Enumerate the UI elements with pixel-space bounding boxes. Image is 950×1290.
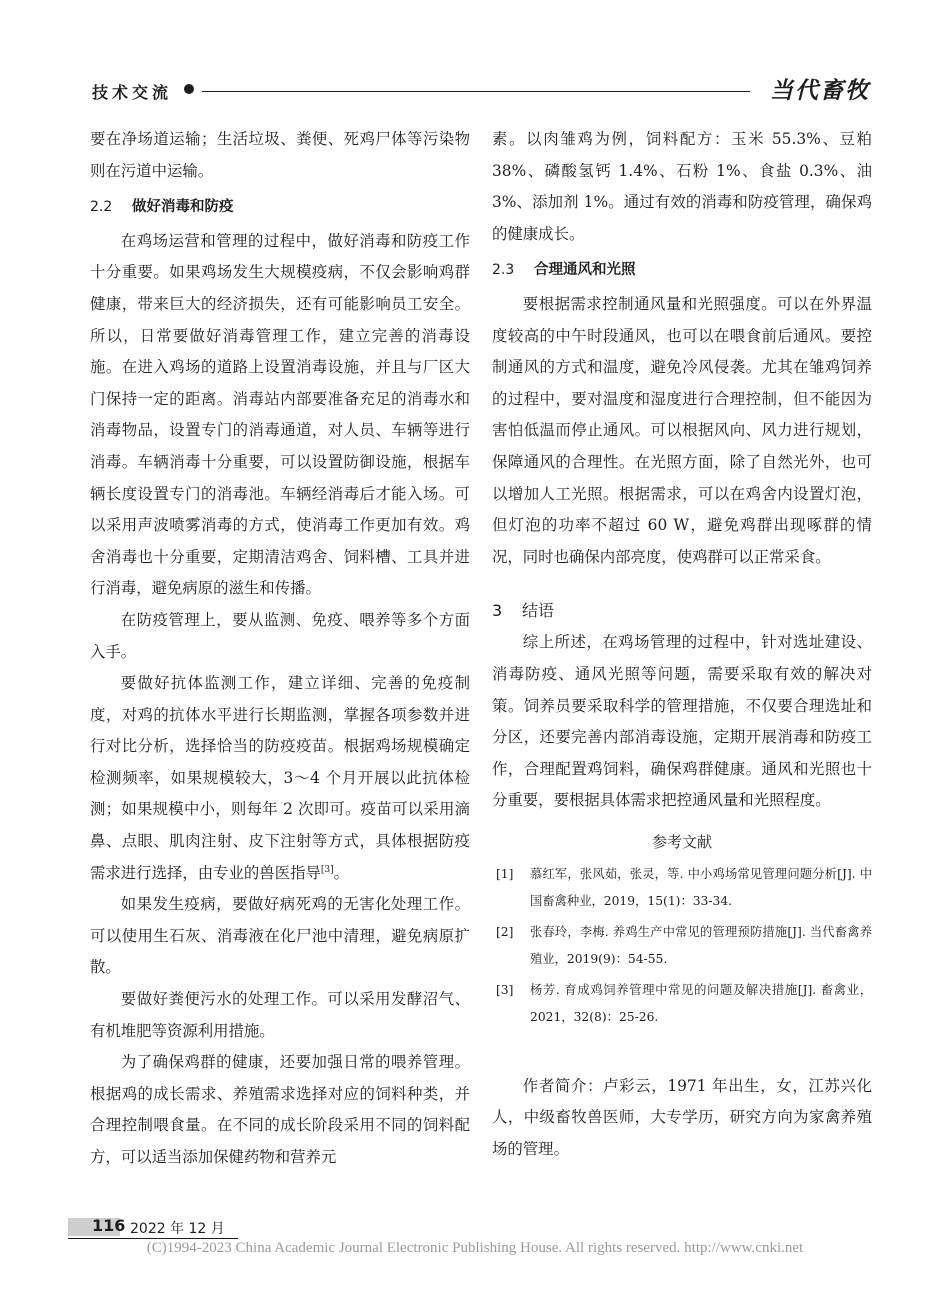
paragraph: 在鸡场运营和管理的过程中，做好消毒和防疫工作十分重要。如果鸡场发生大规模疫病，不仅会影响鸡群健康，带来巨大的经济损失，还有可能影响员工安全。所以，日常要做好消毒管理工作，建立完善的消毒设施。在进入鸡场的道路上设置消毒设施，并且与厂区大门保持一定的距离。消毒站内部要准备充足的消毒水和消毒物品，设置专门的消毒通道，对人员、车辆等进行消毒。车辆消毒十分重要，可以设置防御设施，根据车辆长度设置专门的消毒池。车辆经消毒后才能入场。可以采用声波喷雾消毒的方式，使消毒工作更加有效。鸡舍消毒也十分重要，定期清洁鸡舍、饲料槽、工具并进行消毒，避免病原的滋生和传播。 <box>90 231 470 598</box>
paragraph: 素。以肉雏鸡为例，饲料配方：玉米 55.3%、豆粕 38%、磷酸氢钙 1.4%、石粉 1%、食盐 0.3%、油 3%、添加剂 1%。通过有效的消毒和防疫管理，确保鸡的健康成长。 <box>492 130 872 243</box>
paragraph: 为了确保鸡群的健康，还要加强日常的喂养管理。根据鸡的成长需求、养殖需求选择对应的饲料种类，并合理控制喂食量。在不同的成长阶段采用不同的饲料配方，可以适当添加保健药物和营养元 <box>90 1053 470 1166</box>
journal-logo: 当代畜牧 <box>770 77 870 104</box>
citation[interactable]: [3] <box>320 864 334 875</box>
reference-number: [2] <box>496 924 514 939</box>
section-heading-2-2 <box>90 191 470 224</box>
left-column <box>90 124 470 1174</box>
copyright-watermark: (C)1994-2023 China Academic Journal Electronic Publishing House. All rights reserved. http://www.cnki.net <box>146 1240 804 1256</box>
paragraph <box>90 668 470 889</box>
reference-number: [3] <box>496 982 514 997</box>
paragraph: 要根据需求控制通风量和光照强度。可以在外界温度较高的中午时段通风，也可以在喂食前后通风。要控制通风的方式和温度，避免冷风侵袭。尤其在雏鸡饲养的过程中，要对温度和湿度进行合理控制，但不能因为害怕低温而停止通风。可以根据风向、风力进行规划，保障通风的合理性。在光照方面，除了自然光外，也可以增加人工光照。根据需求，可以在鸡舍内设置灯泡，但灯泡的功率不超过 60 W，避免鸡群出现啄群的情况，同时也确保内部亮度，使鸡群可以正常采食。 <box>492 294 872 566</box>
reference-item <box>492 977 872 1031</box>
section-number: 2.2 <box>90 199 113 216</box>
reference-text: 张春玲，李梅. 养鸡生产中常见的管理预防措施[J]. 当代畜禽养殖业，2019(9)：54-55. <box>530 924 872 966</box>
section-heading-3 <box>492 595 872 627</box>
section-label: 技术交流 <box>92 83 173 102</box>
section-title: 合理通风和光照 <box>534 262 636 279</box>
issue-date: 2022 年 12 月 <box>130 1221 225 1237</box>
paragraph: 如果发生疫病，要做好病死鸡的无害化处理工作。可以使用生石灰、消毒液在化尸池中清理，避免病原扩散。 <box>90 895 470 977</box>
author-bio: 作者简介：卢彩云，1971 年出生，女，江苏兴化人，中级畜牧兽医师，大专学历，研究方向为家禽养殖场的管理。 <box>492 1076 872 1159</box>
footer-rule <box>68 1238 238 1239</box>
reference-text: 慕红军，张风茹，张灵，等. 中小鸡场常见管理问题分析[J]. 中国畜禽种业，2019，15(1)：33-34. <box>530 866 872 908</box>
reference-number: [1] <box>496 866 514 881</box>
section-title: 结语 <box>522 601 555 621</box>
paragraph: 在防疫管理上，要从监测、免疫、喂养等多个方面入手。 <box>90 610 470 661</box>
paragraph: 要在净场道运输；生活垃圾、粪便、死鸡尸体等污染物则在污道中运输。 <box>90 130 470 180</box>
reference-item <box>492 861 872 915</box>
right-column <box>492 124 872 1166</box>
section-heading-2-3 <box>492 254 872 287</box>
header-bullet <box>184 84 194 94</box>
paragraph-text: 要做好抗体监测工作，建立详细、完善的免疫制度，对鸡的抗体水平进行长期监测，掌握各项参数并进行对比分析，选择恰当的防疫疫苗。根据鸡场规模确定检测频率，如果规模较大，3～4 个月开展以此抗体检测；如果规模中小，则每年 2 次即可。疫苗可以采用滴鼻、点眼、肌肉注射、皮下注射等方式，具体根据防疫需求进行选择，由专业的兽医指导 <box>90 674 470 882</box>
references-title: 参考文献 <box>651 832 712 851</box>
paragraph-end: 。 <box>333 863 350 882</box>
section-title: 做好消毒和防疫 <box>132 199 234 216</box>
page-number: 116 <box>92 1216 126 1235</box>
section-number: 3 <box>492 601 503 621</box>
section-number: 2.3 <box>492 262 515 279</box>
header-rule <box>202 91 750 92</box>
reference-item <box>492 919 872 973</box>
paragraph: 综上所述，在鸡场管理的过程中，针对选址建设、消毒防疫、通风光照等问题，需要采取有效的解决对策。饲养员要采取科学的管理措施，不仅要合理选址和分区，还要完善内部消毒设施，定期开展消毒和防疫工作，合理配置鸡饲料，确保鸡群健康。通风和光照也十分重要，要根据具体需求把控通风量和光照程度。 <box>492 633 872 810</box>
reference-text: 杨芳. 育成鸡饲养管理中常见的问题及解决措施[J]. 畜禽业，2021，32(8)：25-26. <box>530 982 872 1024</box>
paragraph: 要做好粪便污水的处理工作。可以采用发酵沼气、有机堆肥等资源利用措施。 <box>90 990 470 1040</box>
